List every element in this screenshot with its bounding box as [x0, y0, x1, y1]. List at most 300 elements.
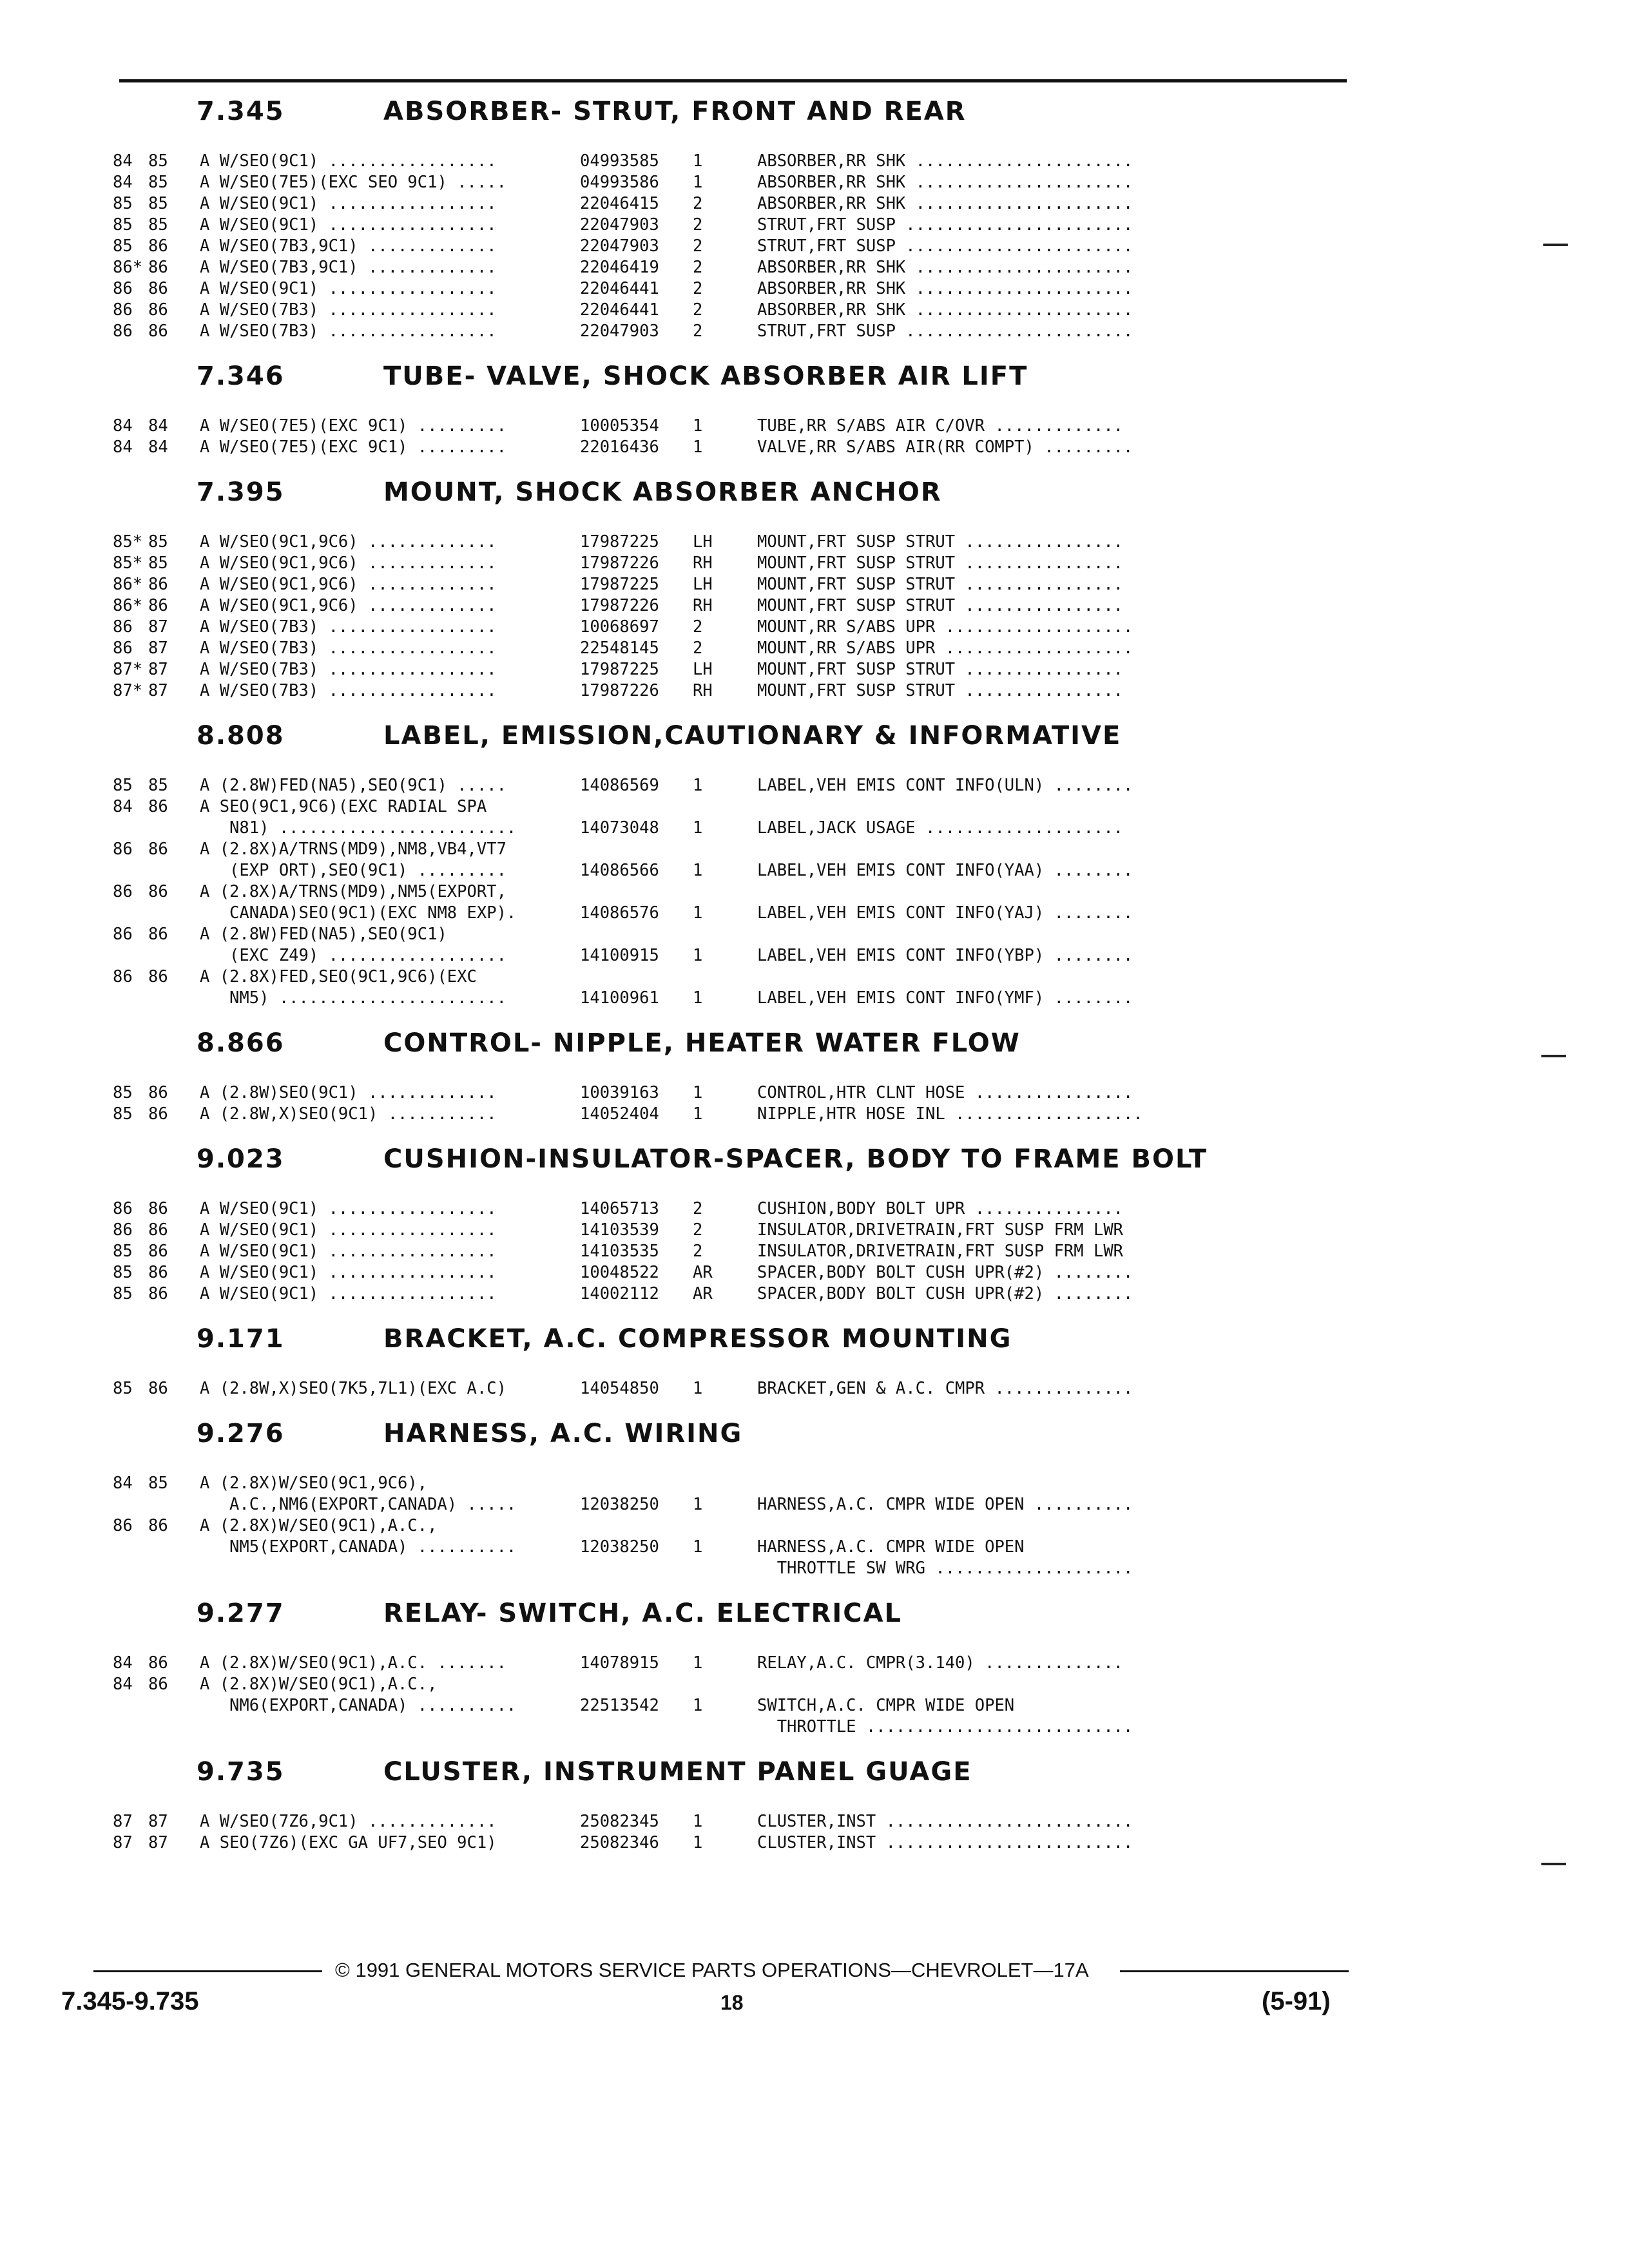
- margin-tick: [1543, 244, 1568, 246]
- start-year-cell: [113, 988, 148, 1009]
- start-year-cell: [113, 1558, 148, 1579]
- application-cell: A W/SEO(7B3) .................: [200, 322, 497, 341]
- description-cell: THROTTLE SW WRG ....................: [757, 1559, 1133, 1578]
- quantity-cell: 1: [693, 1083, 703, 1102]
- section-number: 9.276: [197, 1419, 285, 1448]
- end-year-cell: [148, 1537, 200, 1558]
- end-year-cell: [148, 1695, 200, 1716]
- start-year-cell: 86: [113, 279, 133, 298]
- table-row: [113, 1558, 1350, 1579]
- table-row: [113, 1241, 1350, 1262]
- table-row: [113, 860, 1350, 881]
- quantity-cell: [693, 1558, 757, 1579]
- table-row: [113, 1537, 1350, 1558]
- start-year-cell: 84: [113, 416, 133, 436]
- parts-table: [113, 416, 1350, 458]
- quantity-cell: LH: [693, 575, 713, 594]
- part-number-cell: 22548145: [580, 639, 659, 658]
- catalog-section: [113, 477, 1350, 702]
- start-year-cell: 86: [113, 840, 133, 859]
- start-year-cell: 86: [113, 1220, 133, 1240]
- table-row: [113, 796, 1350, 818]
- description-cell: BRACKET,GEN & A.C. CMPR ..............: [757, 1379, 1133, 1398]
- start-year-cell: 86: [113, 322, 133, 341]
- part-number-cell: 12038250: [580, 1537, 659, 1557]
- part-number-cell: 10039163: [580, 1083, 659, 1102]
- description-cell: MOUNT,FRT SUSP STRUT ................: [757, 553, 1124, 573]
- start-year-cell: 86: [113, 300, 133, 320]
- end-year-cell: [148, 818, 200, 839]
- application-cell: A.C.,NM6(EXPORT,CANADA) .....: [200, 1495, 517, 1514]
- description-cell: SWITCH,A.C. CMPR WIDE OPEN: [757, 1696, 1015, 1715]
- table-row: [113, 193, 1350, 215]
- start-year-cell: 85: [113, 776, 133, 795]
- table-row: [113, 881, 1350, 903]
- quantity-cell: 1: [693, 1379, 703, 1398]
- table-row: [113, 1716, 1350, 1738]
- start-year-cell: [113, 1494, 148, 1515]
- table-row: [113, 257, 1350, 278]
- catalog-section: [113, 1599, 1350, 1738]
- part-number-cell: 17987225: [580, 532, 659, 552]
- part-number-cell: 17987226: [580, 553, 659, 573]
- description-cell: MOUNT,RR S/ABS UPR ...................: [757, 639, 1133, 658]
- start-year-cell: 85*: [113, 553, 143, 573]
- end-year-cell: [148, 945, 200, 966]
- part-number-cell: 22046441: [580, 279, 659, 298]
- section-heading: [197, 1757, 1350, 1802]
- end-year-cell: 86: [148, 236, 168, 256]
- part-number-cell: 14052404: [580, 1104, 659, 1124]
- section-heading: [197, 97, 1350, 142]
- table-row: [113, 1378, 1350, 1399]
- page-number: 18: [720, 1991, 744, 2014]
- description-cell: CLUSTER,INST .........................: [757, 1833, 1133, 1852]
- end-year-cell: [148, 860, 200, 881]
- quantity-cell: [693, 1674, 757, 1695]
- description-cell: LABEL,JACK USAGE ....................: [757, 818, 1124, 838]
- end-year-cell: 87: [148, 681, 168, 700]
- description-cell: [757, 796, 1231, 818]
- start-year-cell: 85: [113, 1379, 133, 1398]
- end-year-cell: 85: [148, 151, 168, 171]
- part-number-cell: 17987225: [580, 660, 659, 679]
- table-row: [113, 278, 1350, 300]
- application-cell: A W/SEO(9C1,9C6) .............: [200, 532, 497, 552]
- end-year-cell: 87: [148, 1833, 168, 1852]
- start-year-cell: 85: [113, 1104, 133, 1124]
- quantity-cell: 2: [693, 1220, 703, 1240]
- quantity-cell: RH: [693, 553, 713, 573]
- quantity-cell: 1: [693, 1495, 703, 1514]
- end-year-cell: 86: [148, 925, 168, 944]
- application-cell: A W/SEO(7E5)(EXC SEO 9C1) .....: [200, 173, 506, 192]
- catalog-section: [113, 1028, 1350, 1125]
- quantity-cell: [693, 881, 757, 903]
- part-number-cell: [580, 881, 693, 903]
- table-row: [113, 321, 1350, 342]
- start-year-cell: 86: [113, 617, 133, 637]
- application-cell: NM5(EXPORT,CANADA) ..........: [200, 1537, 517, 1557]
- end-year-cell: 86: [148, 258, 168, 277]
- catalog-section: [113, 1144, 1350, 1305]
- quantity-cell: LH: [693, 660, 713, 679]
- end-year-cell: 87: [148, 660, 168, 679]
- quantity-cell: 1: [693, 173, 703, 192]
- start-year-cell: 87*: [113, 681, 143, 700]
- description-cell: ABSORBER,RR SHK ......................: [757, 194, 1133, 213]
- quantity-cell: 2: [693, 194, 703, 213]
- application-cell: A (2.8X)A/TRNS(MD9),NM8,VB4,VT7: [200, 840, 506, 859]
- application-cell: A W/SEO(9C1,9C6) .............: [200, 596, 497, 615]
- quantity-cell: [693, 966, 757, 988]
- section-title: ABSORBER- STRUT, FRONT AND REAR: [383, 97, 967, 126]
- quantity-cell: 1: [693, 151, 703, 171]
- end-year-cell: 86: [148, 279, 168, 298]
- section-title: MOUNT, SHOCK ABSORBER ANCHOR: [383, 477, 942, 507]
- quantity-cell: 2: [693, 279, 703, 298]
- quantity-cell: 1: [693, 1812, 703, 1831]
- quantity-cell: 1: [693, 1696, 703, 1715]
- end-year-cell: 86: [148, 840, 168, 859]
- description-cell: STRUT,FRT SUSP .......................: [757, 322, 1133, 341]
- part-number-cell: 14086569: [580, 776, 659, 795]
- start-year-cell: 86: [113, 882, 133, 901]
- start-year-cell: 85: [113, 194, 133, 213]
- application-cell: A W/SEO(9C1) .................: [200, 151, 497, 171]
- parts-table: [113, 1198, 1350, 1305]
- quantity-cell: 2: [693, 300, 703, 320]
- application-cell: A W/SEO(7B3,9C1) .............: [200, 236, 497, 256]
- start-year-cell: [113, 1695, 148, 1716]
- end-year-cell: 86: [148, 797, 168, 816]
- end-year-cell: 85: [148, 215, 168, 235]
- parts-listing: [113, 97, 1350, 1873]
- table-row: [113, 553, 1350, 574]
- revision-date: (5-91): [1262, 1987, 1331, 2015]
- application-cell: A (2.8W)FED(NA5),SEO(9C1): [200, 925, 447, 944]
- start-year-cell: 86: [113, 967, 133, 986]
- quantity-cell: 2: [693, 258, 703, 277]
- start-year-cell: [113, 903, 148, 924]
- table-row: [113, 1473, 1350, 1494]
- application-cell: A W/SEO(7B3,9C1) .............: [200, 258, 497, 277]
- table-row: [113, 1653, 1350, 1674]
- part-number-cell: 25082346: [580, 1833, 659, 1852]
- start-year-cell: 86: [113, 925, 133, 944]
- section-title: HARNESS, A.C. WIRING: [383, 1419, 743, 1448]
- application-cell: A (2.8W)SEO(9C1) .............: [200, 1083, 497, 1102]
- start-year-cell: 86*: [113, 596, 143, 615]
- top-rule: [119, 79, 1347, 82]
- end-year-cell: 84: [148, 437, 168, 457]
- part-number-cell: 22046419: [580, 258, 659, 277]
- end-year-cell: 86: [148, 1220, 168, 1240]
- end-year-cell: 86: [148, 322, 168, 341]
- catalog-section: [113, 1324, 1350, 1399]
- end-year-cell: 87: [148, 1812, 168, 1831]
- end-year-cell: 87: [148, 617, 168, 637]
- quantity-cell: 2: [693, 1199, 703, 1218]
- application-cell: A W/SEO(9C1,9C6) .............: [200, 553, 497, 573]
- end-year-cell: 85: [148, 776, 168, 795]
- start-year-cell: 87: [113, 1833, 133, 1852]
- start-year-cell: [113, 1537, 148, 1558]
- start-year-cell: 86*: [113, 258, 143, 277]
- end-year-cell: 86: [148, 1104, 168, 1124]
- table-row: [113, 839, 1350, 860]
- end-year-cell: [148, 1494, 200, 1515]
- footer-rule-right: [1120, 1970, 1349, 1972]
- section-number: 9.023: [197, 1144, 285, 1174]
- table-row: [113, 617, 1350, 638]
- end-year-cell: 86: [148, 596, 168, 615]
- table-row: [113, 924, 1350, 945]
- end-year-cell: 86: [148, 300, 168, 320]
- quantity-cell: 2: [693, 322, 703, 341]
- description-cell: MOUNT,FRT SUSP STRUT ................: [757, 596, 1124, 615]
- end-year-cell: 86: [148, 1516, 168, 1535]
- part-number-cell: 22016436: [580, 437, 659, 457]
- start-year-cell: 86*: [113, 575, 143, 594]
- end-year-cell: 86: [148, 1379, 168, 1398]
- parts-table: [113, 775, 1350, 1009]
- section-title: LABEL, EMISSION,CAUTIONARY & INFORMATIVE: [383, 721, 1122, 751]
- description-cell: ABSORBER,RR SHK ......................: [757, 173, 1133, 192]
- quantity-cell: 1: [693, 437, 703, 457]
- description-cell: LABEL,VEH EMIS CONT INFO(YMF) ........: [757, 988, 1133, 1008]
- end-year-cell: 84: [148, 416, 168, 436]
- description-cell: MOUNT,FRT SUSP STRUT ................: [757, 660, 1124, 679]
- table-row: [113, 903, 1350, 924]
- application-cell: A (2.8X)W/SEO(9C1),A.C.,: [200, 1516, 438, 1535]
- part-number-cell: 14073048: [580, 818, 659, 838]
- start-year-cell: 85: [113, 215, 133, 235]
- start-year-cell: [113, 1716, 148, 1738]
- description-cell: [757, 966, 1231, 988]
- section-heading: [197, 1599, 1350, 1644]
- application-cell: A W/SEO(9C1) .................: [200, 1199, 497, 1218]
- start-year-cell: 84: [113, 1675, 133, 1694]
- description-cell: ABSORBER,RR SHK ......................: [757, 151, 1133, 171]
- catalog-section: [113, 721, 1350, 1009]
- start-year-cell: 84: [113, 437, 133, 457]
- application-cell: A W/SEO(9C1) .................: [200, 215, 497, 235]
- part-number-cell: 22046441: [580, 300, 659, 320]
- description-cell: ABSORBER,RR SHK ......................: [757, 258, 1133, 277]
- parts-table: [113, 1082, 1350, 1125]
- application-cell: A W/SEO(7B3) .................: [200, 639, 497, 658]
- table-row: [113, 151, 1350, 172]
- part-number-cell: 14086566: [580, 861, 659, 880]
- quantity-cell: [693, 924, 757, 945]
- quantity-cell: [693, 1716, 757, 1738]
- end-year-cell: 86: [148, 1675, 168, 1694]
- part-number-cell: [580, 839, 693, 860]
- section-heading: [197, 1419, 1350, 1464]
- section-number: 7.395: [197, 477, 285, 507]
- part-number-cell: 17987225: [580, 575, 659, 594]
- section-heading: [197, 1324, 1350, 1369]
- part-number-cell: [580, 924, 693, 945]
- application-cell: NM6(EXPORT,CANADA) ..........: [200, 1696, 517, 1715]
- end-year-cell: 86: [148, 882, 168, 901]
- application-cell: [200, 1716, 580, 1738]
- start-year-cell: 85: [113, 1242, 133, 1261]
- start-year-cell: 85: [113, 1284, 133, 1303]
- application-cell: CANADA)SEO(9C1)(EXC NM8 EXP).: [200, 903, 517, 923]
- description-cell: CONTROL,HTR CLNT HOSE ................: [757, 1083, 1133, 1102]
- parts-table: [113, 1811, 1350, 1854]
- description-cell: MOUNT,FRT SUSP STRUT ................: [757, 575, 1124, 594]
- table-row: [113, 172, 1350, 193]
- catalog-section: [113, 1419, 1350, 1579]
- start-year-cell: 86: [113, 1516, 133, 1535]
- quantity-cell: LH: [693, 532, 713, 552]
- application-cell: A W/SEO(9C1,9C6) .............: [200, 575, 497, 594]
- start-year-cell: 85: [113, 1263, 133, 1282]
- section-number: 9.277: [197, 1599, 285, 1628]
- catalog-section: [113, 1757, 1350, 1854]
- application-cell: A W/SEO(9C1) .................: [200, 1242, 497, 1261]
- description-cell: STRUT,FRT SUSP .......................: [757, 236, 1133, 256]
- application-cell: A (2.8W,X)SEO(7K5,7L1)(EXC A.C): [200, 1379, 506, 1398]
- table-row: [113, 236, 1350, 257]
- part-number-cell: 22047903: [580, 236, 659, 256]
- description-cell: HARNESS,A.C. CMPR WIDE OPEN ..........: [757, 1495, 1133, 1514]
- application-cell: A W/SEO(9C1) .................: [200, 279, 497, 298]
- end-year-cell: 85: [148, 194, 168, 213]
- section-title: CONTROL- NIPPLE, HEATER WATER FLOW: [383, 1028, 1021, 1058]
- application-cell: A (2.8X)A/TRNS(MD9),NM5(EXPORT,: [200, 882, 506, 901]
- part-number-cell: 22047903: [580, 215, 659, 235]
- application-cell: A W/SEO(7B3) .................: [200, 681, 497, 700]
- part-number-cell: 14103539: [580, 1220, 659, 1240]
- description-cell: TUBE,RR S/ABS AIR C/OVR .............: [757, 416, 1124, 436]
- table-row: [113, 1283, 1350, 1305]
- quantity-cell: 1: [693, 903, 703, 923]
- table-row: [113, 1082, 1350, 1104]
- application-cell: N81) ........................: [200, 818, 517, 838]
- quantity-cell: RH: [693, 681, 713, 700]
- table-row: [113, 966, 1350, 988]
- application-cell: [200, 1558, 580, 1579]
- table-row: [113, 638, 1350, 659]
- table-row: [113, 1104, 1350, 1125]
- application-cell: A W/SEO(7E5)(EXC 9C1) .........: [200, 416, 506, 436]
- end-year-cell: 86: [148, 1263, 168, 1282]
- end-year-cell: 86: [148, 1242, 168, 1261]
- application-cell: (EXP ORT),SEO(9C1) .........: [200, 861, 506, 880]
- catalog-section: [113, 361, 1350, 458]
- section-heading: [197, 361, 1350, 407]
- application-cell: NM5) .......................: [200, 988, 506, 1008]
- part-number-cell: 14100915: [580, 946, 659, 965]
- section-number: 8.866: [197, 1028, 285, 1058]
- table-row: [113, 1695, 1350, 1716]
- quantity-cell: 1: [693, 988, 703, 1008]
- application-cell: A SEO(7Z6)(EXC GA UF7,SEO 9C1): [200, 1833, 497, 1852]
- table-row: [113, 1494, 1350, 1515]
- section-heading: [197, 1144, 1350, 1189]
- description-cell: LABEL,VEH EMIS CONT INFO(YBP) ........: [757, 946, 1133, 965]
- part-number-cell: 14065713: [580, 1199, 659, 1218]
- start-year-cell: 84: [113, 1474, 133, 1493]
- description-cell: MOUNT,FRT SUSP STRUT ................: [757, 681, 1124, 700]
- quantity-cell: AR: [693, 1263, 713, 1282]
- application-cell: A (2.8W)FED(NA5),SEO(9C1) .....: [200, 776, 506, 795]
- quantity-cell: [693, 796, 757, 818]
- quantity-cell: 1: [693, 861, 703, 880]
- end-year-cell: 86: [148, 1199, 168, 1218]
- start-year-cell: 84: [113, 797, 133, 816]
- parts-table: [113, 1473, 1350, 1579]
- table-row: [113, 945, 1350, 966]
- application-cell: A W/SEO(7B3) .................: [200, 660, 497, 679]
- table-row: [113, 215, 1350, 236]
- end-year-cell: [148, 988, 200, 1009]
- start-year-cell: 84: [113, 151, 133, 171]
- table-row: [113, 1832, 1350, 1854]
- start-year-cell: [113, 860, 148, 881]
- table-row: [113, 680, 1350, 702]
- table-row: [113, 1262, 1350, 1283]
- application-cell: A W/SEO(7Z6,9C1) .............: [200, 1812, 497, 1831]
- section-title: BRACKET, A.C. COMPRESSOR MOUNTING: [383, 1324, 1012, 1354]
- table-row: [113, 532, 1350, 553]
- end-year-cell: 85: [148, 173, 168, 192]
- part-number-cell: 14103535: [580, 1242, 659, 1261]
- application-cell: A SEO(9C1,9C6)(EXC RADIAL SPA: [200, 797, 487, 816]
- parts-table: [113, 1653, 1350, 1738]
- end-year-cell: [148, 903, 200, 924]
- part-number-cell: [580, 1716, 693, 1738]
- quantity-cell: 1: [693, 946, 703, 965]
- table-row: [113, 775, 1350, 796]
- description-cell: MOUNT,FRT SUSP STRUT ................: [757, 532, 1124, 552]
- end-year-cell: 86: [148, 1083, 168, 1102]
- table-row: [113, 1198, 1350, 1220]
- application-cell: A W/SEO(9C1) .................: [200, 194, 497, 213]
- part-number-cell: 10068697: [580, 617, 659, 637]
- quantity-cell: 1: [693, 416, 703, 436]
- part-number-cell: 17987226: [580, 596, 659, 615]
- end-year-cell: 87: [148, 639, 168, 658]
- application-cell: A (2.8X)W/SEO(9C1),A.C.,: [200, 1675, 438, 1694]
- parts-table: [113, 151, 1350, 342]
- description-cell: ABSORBER,RR SHK ......................: [757, 279, 1133, 298]
- part-number-cell: 14100961: [580, 988, 659, 1008]
- part-number-cell: 10048522: [580, 1263, 659, 1282]
- application-cell: A W/SEO(7B3) .................: [200, 300, 497, 320]
- margin-tick: [1541, 1055, 1566, 1057]
- start-year-cell: 86: [113, 1199, 133, 1218]
- footer-rule-left: [93, 1970, 322, 1972]
- quantity-cell: 2: [693, 617, 703, 637]
- table-row: [113, 1220, 1350, 1241]
- section-title: CUSHION-INSULATOR-SPACER, BODY TO FRAME BOLT: [383, 1144, 1208, 1174]
- description-cell: LABEL,VEH EMIS CONT INFO(YAA) ........: [757, 861, 1133, 880]
- part-number-cell: [580, 1558, 693, 1579]
- section-number: 7.346: [197, 361, 285, 391]
- part-number-cell: 25082345: [580, 1812, 659, 1831]
- description-cell: MOUNT,RR S/ABS UPR ...................: [757, 617, 1133, 637]
- application-cell: A W/SEO(9C1) .................: [200, 1220, 497, 1240]
- part-number-cell: 10005354: [580, 416, 659, 436]
- table-row: [113, 416, 1350, 437]
- start-year-cell: 85: [113, 1083, 133, 1102]
- description-cell: SPACER,BODY BOLT CUSH UPR(#2) ........: [757, 1284, 1133, 1303]
